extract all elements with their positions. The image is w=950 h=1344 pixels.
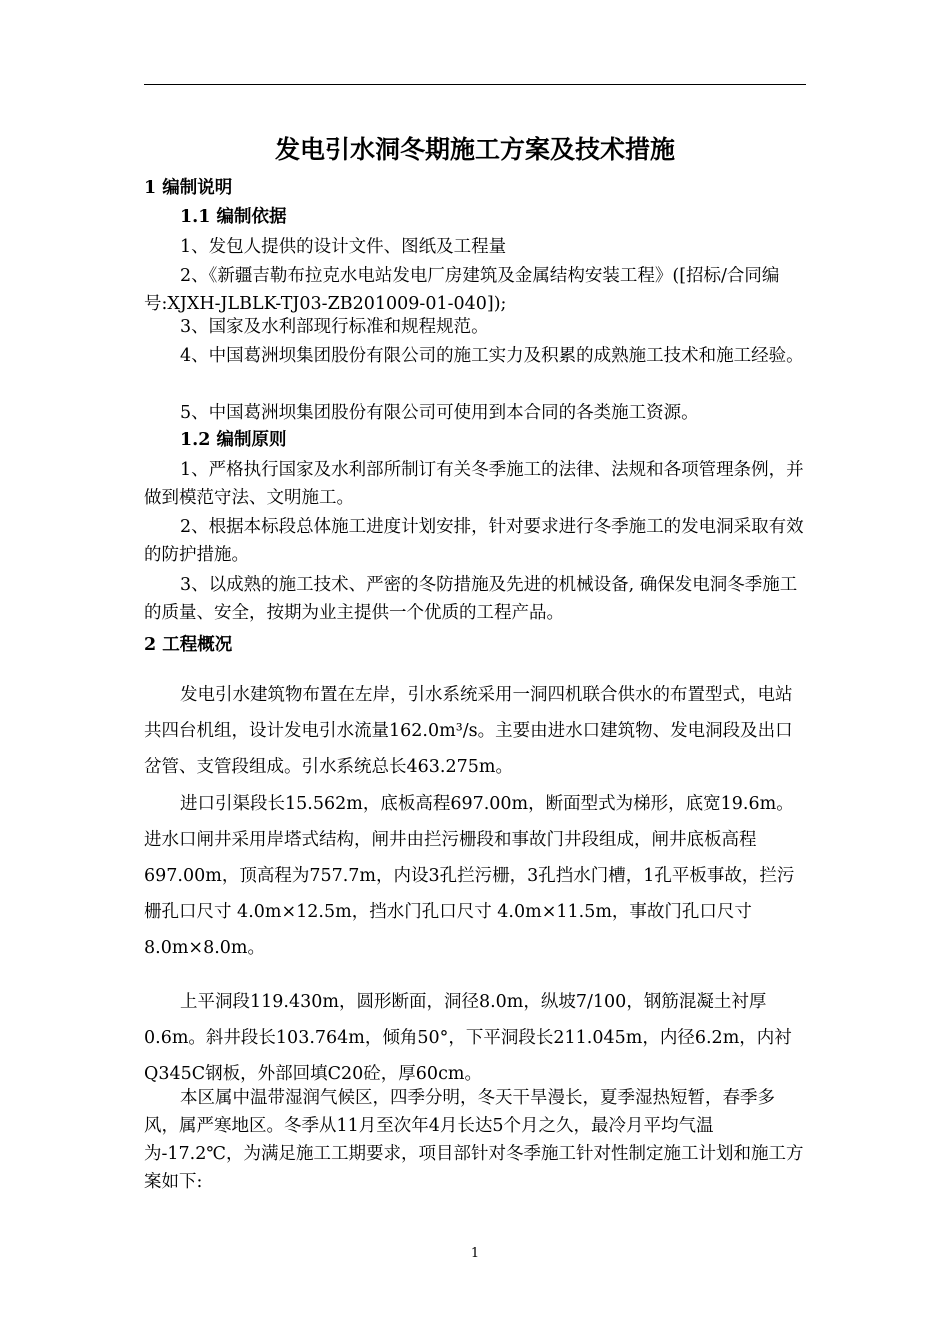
section-1-2-heading: 1.2 编制原则 xyxy=(180,430,287,450)
basis-item-4: 4、中国葛洲坝集团股份有限公司的施工实力及积累的成熟施工技术和施工经验。 xyxy=(180,346,804,366)
document-title: 发电引水洞冬期施工方案及技术措施 xyxy=(274,135,675,164)
overview-paragraph-3: 上平洞段119.430m，圆形断面，洞径8.0m，纵坡7/100，钢筋混凝土衬厚0.6m。斜井段长103.764m，倾角50°，下平洞段长211.045m，内径6.2m，内衬Q345C钢板，外部回填C20砼，厚60cm。 xyxy=(144,992,792,1084)
principle-item-2: 2、根据本标段总体施工进度计划安排，针对要求进行冬季施工的发电洞采取有效的防护措施。 xyxy=(144,517,804,565)
section-1-1-heading: 1.1 编制依据 xyxy=(180,207,287,227)
basis-item-3: 3、国家及水利部现行标准和规程规范。 xyxy=(180,317,489,337)
basis-item-2: 2、《新疆吉勒布拉克水电站发电厂房建筑及金属结构安装工程》([招标/合同编号:XJXH-JLBLK-TJ03-ZB201009-01-040]); xyxy=(144,266,780,314)
overview-paragraph-1: 发电引水建筑物布置在左岸，引水系统采用一洞四机联合供水的布置型式，电站共四台机组，设计发电引水流量162.0m³/s。主要由进水口建筑物、发电洞段及出口岔管、支管段组成。引水系统总长463.275m。 xyxy=(144,685,793,777)
basis-item-1: 1、发包人提供的设计文件、图纸及工程量 xyxy=(180,237,507,257)
section-2-heading: 2 工程概况 xyxy=(144,635,233,655)
overview-paragraph-2: 进口引渠段长15.562m，底板高程697.00m，断面型式为梯形，底宽19.6m。进水口闸井采用岸塔式结构，闸井由拦污栅段和事故门井段组成，闸井底板高程697.00m，顶高程为757.7m，内设3孔拦污栅，3孔挡水门槽，1孔平板事故，拦污栅孔口尺寸 4.0m×12.5m，挡水门孔口尺寸 4.0m×11.5m，事故门孔口尺寸8.0m×8.0m。 xyxy=(144,794,795,958)
principle-item-3: 3、以成熟的施工技术、严密的冬防措施及先进的机械设备, 确保发电洞冬季施工的质量、安全，按期为业主提供一个优质的工程产品。 xyxy=(144,575,798,623)
overview-paragraph-4: 本区属中温带湿润气候区，四季分明，冬天干旱漫长，夏季湿热短暂，春季多风，属严寒地区。冬季从11月至次年4月长达5个月之久，最冷月平均气温为-17.2℃，为满足施工工期要求，项目部针对冬季施工针对性制定施工计划和施工方案如下: xyxy=(144,1088,804,1192)
principle-item-1: 1、严格执行国家及水利部所制订有关冬季施工的法律、法规和各项管理条例，并做到模范守法、文明施工。 xyxy=(144,460,804,508)
basis-item-5: 5、中国葛洲坝集团股份有限公司可使用到本合同的各类施工资源。 xyxy=(180,403,699,423)
page-number: 1 xyxy=(470,1246,480,1261)
section-1-heading: 1 编制说明 xyxy=(144,178,233,198)
header-rule xyxy=(144,84,806,85)
